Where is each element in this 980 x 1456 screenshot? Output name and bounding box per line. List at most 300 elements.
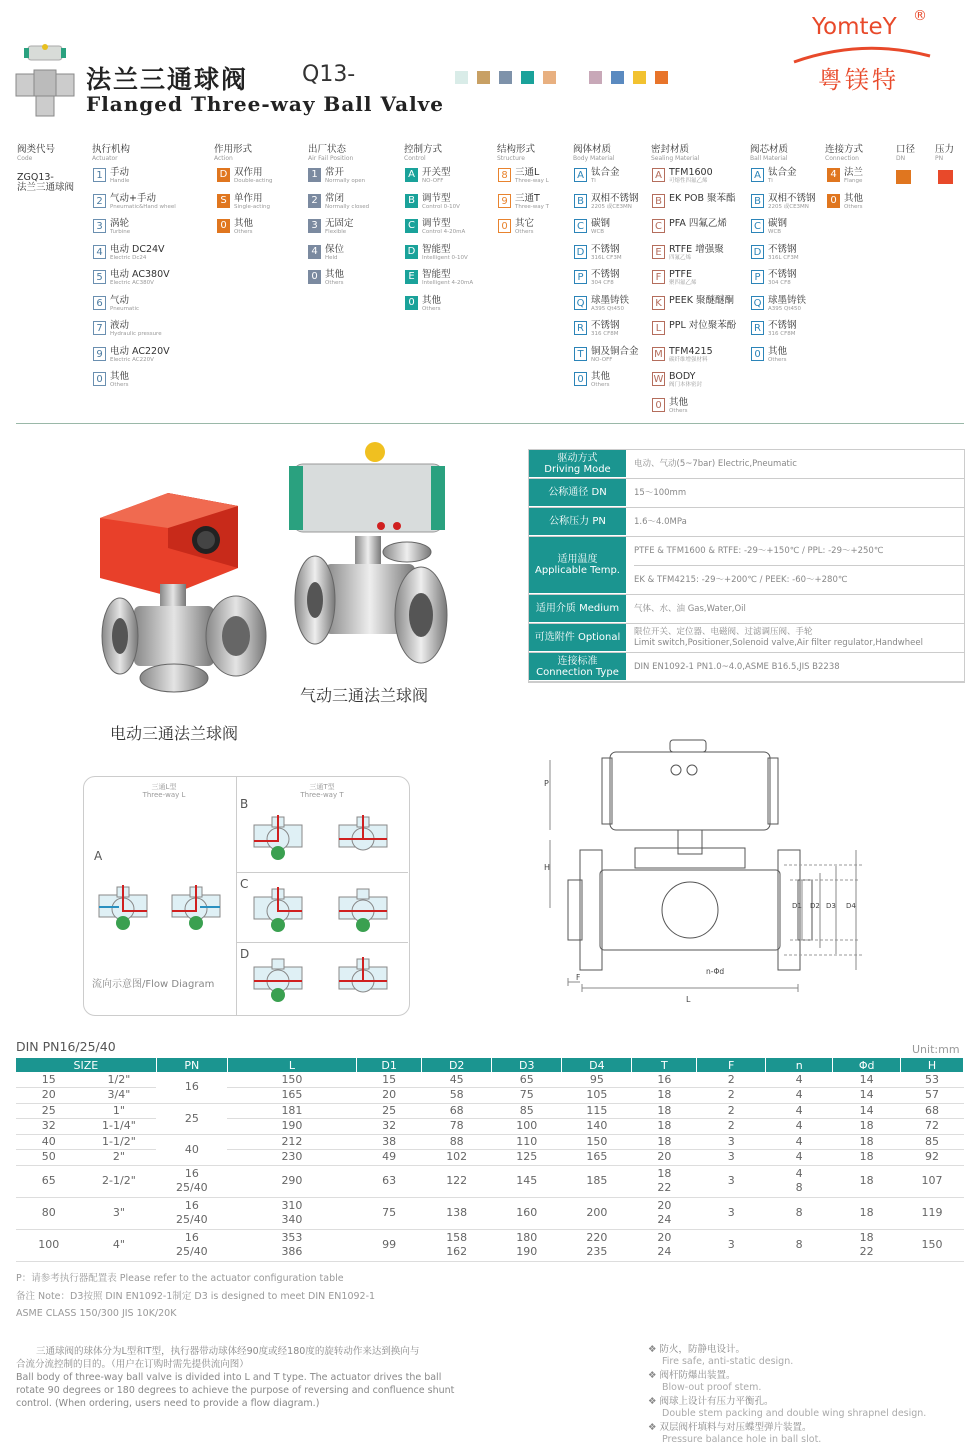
action-options [217, 168, 273, 245]
table-cell: 3 [697, 1165, 766, 1197]
code-letter: 3 [308, 219, 321, 233]
code-letter: B [652, 194, 665, 208]
spec-value: 电动、气动(5~7bar) Electric,Pneumatic [634, 458, 797, 469]
features-list [648, 1344, 968, 1448]
code-option: 1 常开 Normally open [308, 168, 369, 194]
dim-d4: D4 [846, 902, 856, 910]
color-swatch [589, 71, 602, 84]
table-cell: 3 [697, 1229, 766, 1261]
code-letter: R [574, 321, 587, 335]
control-options [405, 168, 473, 321]
code-letter: 4 [827, 168, 840, 182]
table-cell: 40 [16, 1134, 82, 1150]
table-cell: 65 [16, 1165, 82, 1197]
code-letter: Q [574, 296, 587, 310]
code-option: 4 保位 Held [308, 245, 369, 271]
dimension-table [16, 1058, 964, 1262]
code-letter: 0 [652, 398, 665, 412]
code-letter: 0 [93, 372, 106, 386]
table-cell: 2 [697, 1072, 766, 1088]
page-title-en: Flanged Three-way Ball Valve [86, 92, 445, 116]
table-cell: 220 235 [562, 1229, 632, 1261]
column-header: 阀体材质 Body Material [573, 144, 615, 162]
table-cell: 68 [901, 1103, 964, 1119]
code-option: E RTFE 增强聚 四氟乙烯 [652, 245, 736, 271]
table-cell: 50 [16, 1150, 82, 1166]
color-swatch [499, 71, 512, 84]
table-cell: 158 162 [422, 1229, 492, 1261]
code-letter: F [652, 270, 665, 284]
dim-p: P [544, 779, 549, 788]
code-option: M TFM4215 碳纤维增强材料 [652, 347, 736, 373]
code-letter: L [652, 321, 665, 335]
color-swatch [455, 71, 468, 84]
table-cell: 150 [562, 1134, 632, 1150]
column-header: 控制方式 Control [404, 144, 443, 162]
code-letter: A [751, 168, 764, 182]
code-option: C PFA 四氟乙烯 [652, 219, 736, 245]
code-letter: K [652, 296, 665, 310]
spec-key: 公称压力 PN [529, 508, 626, 536]
product-thumbnail [14, 44, 76, 120]
table-cell: 100 [16, 1229, 82, 1261]
table-cell: 4 [766, 1150, 833, 1166]
code-letter: 0 [827, 194, 840, 208]
code-letter: 9 [498, 194, 511, 208]
table-cell: 85 [901, 1134, 964, 1150]
feature-item: ❖ 阀杆防爆出装置。 Blow-out proof stem. [648, 1370, 762, 1393]
code-option: 9 电动 AC220V Electric AC220V [93, 347, 176, 373]
table-cell: 18 [833, 1150, 901, 1166]
code-option: L PPL 对位聚苯酚 [652, 321, 736, 347]
actuator-options [93, 168, 176, 398]
code-option: T 铜及铜合金 NO-OFF [574, 347, 639, 373]
table-cell: 102 [422, 1150, 492, 1166]
table-cell: 125 [492, 1150, 562, 1166]
table-cell: 190 [227, 1119, 356, 1135]
table-cell: 4 8 [766, 1165, 833, 1197]
flow-label-c: C [240, 877, 249, 891]
table-cell: 18 [833, 1165, 901, 1197]
table-cell: 181 [227, 1103, 356, 1119]
color-swatches [455, 71, 677, 84]
code-option: B 调节型 Control 0-10V [405, 194, 473, 220]
spec-key: 适用温度 Applicable Temp. [529, 537, 626, 594]
section-divider [16, 423, 964, 424]
flow-t-cn: 三通T型 [309, 783, 335, 791]
table-cell: 16 25/40 [156, 1229, 227, 1261]
flow-diagram-title: 流向示意图/Flow Diagram [92, 979, 215, 990]
table-header-row [16, 1058, 964, 1072]
feature-item: ❖ 双层阀杆填料与对压蝶型弹片装置。 Pressure balance hole in ball slot. [648, 1422, 822, 1445]
table-cell: 353 386 [227, 1229, 356, 1261]
code-letter: S [217, 194, 230, 208]
page-title-cn: 法兰三通球阀 [86, 65, 249, 94]
flow-l-en: Three-way L [142, 791, 186, 799]
code-option: A 开关型 NO-OFF [405, 168, 473, 194]
seal-material-options [652, 168, 736, 423]
table-cell: 212 [227, 1134, 356, 1150]
table-cell: 2 [697, 1103, 766, 1119]
code-letter: 0 [405, 296, 418, 310]
code-letter: D [574, 245, 587, 259]
color-swatch [655, 71, 668, 84]
table-header: D2 [422, 1058, 492, 1072]
table-cell: 185 [562, 1165, 632, 1197]
code-letter: Q [751, 296, 764, 310]
table-cell: 230 [227, 1150, 356, 1166]
table-cell: 16 [156, 1072, 227, 1103]
dim-l: L [686, 995, 691, 1004]
code-value: ZGQ13- 法兰三通球阀 [17, 172, 75, 193]
code-letter: A [652, 168, 665, 182]
code-letter: C [405, 219, 418, 233]
code-option: D 双作用 Double-acting [217, 168, 273, 194]
dim-d2: D2 [810, 902, 820, 910]
table-row [16, 1103, 964, 1119]
table-cell: 180 190 [492, 1229, 562, 1261]
code-letter: R [751, 321, 764, 335]
table-cell: 18 [833, 1134, 901, 1150]
model-prefix: Q13- [302, 62, 356, 87]
code-letter: 0 [498, 219, 511, 233]
dim-f: F [576, 973, 581, 982]
code-option: D 不锈钢 316L CF3M [751, 245, 816, 271]
code-letter: A [574, 168, 587, 182]
brand-logo-cn: 粤镁特 [818, 66, 899, 94]
code-option: D 不锈钢 316L CF3M [574, 245, 639, 271]
code-letter: 4 [308, 245, 321, 259]
table-cell: 18 [833, 1119, 901, 1135]
table-cell: 20 [357, 1088, 422, 1104]
flow-label-d: D [240, 947, 250, 961]
table-cell: 14 [833, 1072, 901, 1088]
table-row [16, 1165, 964, 1197]
table-standard: DIN PN16/25/40 [16, 1039, 116, 1054]
table-cell: 119 [901, 1197, 964, 1229]
table-cell: 65 [492, 1072, 562, 1088]
table-header: L [227, 1058, 356, 1072]
code-letter: B [751, 194, 764, 208]
code-option: 8 三通L Three-way L [498, 168, 549, 194]
column-header: 结构形式 Structure [497, 144, 536, 162]
table-cell: 38 [357, 1134, 422, 1150]
code-option: Q 球墨铸铁 A395 Qt450 [574, 296, 639, 322]
column-header: 出厂状态 Air Fail Position [308, 144, 354, 162]
code-option: 2 气动+手动 Pneumatic&Hand wheel [93, 194, 176, 220]
note-actuator: P：请参考执行器配置表 Please refer to the actuator configuration table [16, 1273, 344, 1284]
table-cell: 8 [766, 1197, 833, 1229]
code-option: R 不锈钢 316 CF8M [751, 321, 816, 347]
table-cell: 18 22 [833, 1229, 901, 1261]
code-option: 1 手动 Handle [93, 168, 176, 194]
brand-logo-en: YomteY [812, 14, 897, 40]
code-option: 0 其他 Others [574, 372, 639, 398]
code-option: 0 其他 Others [308, 270, 369, 296]
code-letter: 9 [93, 347, 106, 361]
code-letter: M [652, 347, 665, 361]
table-cell: 1/2" [82, 1072, 157, 1088]
table-cell: 145 [492, 1165, 562, 1197]
code-letter: E [652, 245, 665, 259]
table-cell: 8 [766, 1229, 833, 1261]
table-cell: 4 [766, 1134, 833, 1150]
spec-key: 适用介质 Medium [529, 595, 626, 623]
table-cell: 18 [833, 1197, 901, 1229]
pn-swatch [938, 170, 953, 184]
spec-row [529, 479, 964, 508]
table-header: PN [156, 1058, 227, 1072]
table-cell: 2 [697, 1088, 766, 1104]
table-cell: 310 340 [227, 1197, 356, 1229]
table-cell: 165 [562, 1150, 632, 1166]
code-letter: B [574, 194, 587, 208]
table-cell: 4 [766, 1088, 833, 1104]
table-cell: 45 [422, 1072, 492, 1088]
code-letter: D [217, 168, 230, 182]
flow-label-a: A [94, 849, 103, 863]
code-letter: W [653, 374, 664, 385]
code-letter: C [751, 219, 764, 233]
spec-value: PTFE & TFM1600 & RTFE: -29～+150℃ / PPL: -29～+250℃ EK & TFM4215: -29～+200℃ / PEEK: -60～+280℃ [626, 537, 964, 594]
table-cell: 85 [492, 1103, 562, 1119]
color-swatch [611, 71, 624, 84]
table-cell: 25 [156, 1103, 227, 1134]
table-cell: 75 [357, 1197, 422, 1229]
table-cell: 18 [632, 1088, 697, 1104]
code-option: 9 三通T Three-way T [498, 194, 549, 220]
spec-value: 气体、水、油 Gas,Water,Oil [634, 603, 746, 614]
table-cell: 88 [422, 1134, 492, 1150]
dim-d1: D1 [792, 902, 802, 910]
spec-value: 15～100mm [634, 487, 687, 498]
code-option: K PEEK 聚醚醚酮 [652, 296, 736, 322]
feature-item: ❖ 防火，防静电设计。 Fire safe, anti-static design. [648, 1344, 794, 1367]
column-header: 连接方式 Connection [825, 144, 864, 162]
code-letter: 3 [93, 219, 106, 233]
table-cell: 160 [492, 1197, 562, 1229]
table-cell: 3" [82, 1197, 157, 1229]
code-option: R 不锈钢 316 CF8M [574, 321, 639, 347]
table-cell: 32 [357, 1119, 422, 1135]
table-header: D3 [492, 1058, 562, 1072]
table-cell: 72 [901, 1119, 964, 1135]
spec-row [529, 508, 964, 537]
table-cell: 25 [357, 1103, 422, 1119]
table-cell: 3 [697, 1150, 766, 1166]
spec-row [529, 624, 964, 653]
code-letter: B [405, 194, 418, 208]
code-letter: 0 [751, 347, 764, 361]
code-option: A 钛合金 Ti [751, 168, 816, 194]
code-option: 4 法兰 Flange [827, 168, 863, 194]
table-cell: 16 [632, 1072, 697, 1088]
table-header: n [766, 1058, 833, 1072]
table-cell: 100 [492, 1119, 562, 1135]
spec-key: 可选附件 Optional [529, 624, 626, 652]
code-option: P 不锈钢 304 CF8 [751, 270, 816, 296]
table-cell: 110 [492, 1134, 562, 1150]
table-cell: 3 [697, 1197, 766, 1229]
description: 三通球阀的球体分为L型和T型，执行器带动球体经90度或经180度的旋转动作来达到换向与 合流分流控制的目的。（用户在订购时需先提供流向图） Ball body of three-way ball valve is divided into L and T type. The actuator drives the ball rotate 90 degrees or 180 degrees to achieve the purpose of reversing and confluence shunt control. (When ordering, users need to provide a flow diagram.) [16, 1346, 455, 1409]
table-cell: 1" [82, 1103, 157, 1119]
code-letter: P [574, 270, 587, 284]
caption-pneumatic: 气动三通法兰球阀 [300, 686, 429, 705]
table-cell: 200 [562, 1197, 632, 1229]
table-cell: 16 25/40 [156, 1197, 227, 1229]
body-material-options [574, 168, 639, 398]
table-cell: 3 [697, 1134, 766, 1150]
note-d3: 备注 Note：D3按照 DIN EN1092-1制定 D3 is designed to meet DIN EN1092-1 [16, 1291, 376, 1302]
code-letter: 6 [93, 296, 106, 310]
table-cell: 20 [16, 1088, 82, 1104]
code-option: 0 其他 Others [93, 372, 176, 398]
table-cell: 3/4" [82, 1088, 157, 1104]
table-cell: 1-1/2" [82, 1134, 157, 1150]
table-cell: 140 [562, 1119, 632, 1135]
table-cell: 40 [156, 1134, 227, 1165]
code-option: W BODY 阀门本体密封 [653, 371, 703, 388]
table-cell: 15 [16, 1072, 82, 1088]
code-option: 0 其他 Others [827, 194, 863, 220]
table-cell: 14 [833, 1103, 901, 1119]
table-cell: 15 [357, 1072, 422, 1088]
table-cell: 18 22 [632, 1165, 697, 1197]
code-letter: 7 [93, 321, 106, 335]
code-option: C 碳钢 WCB [574, 219, 639, 245]
code-option: F PTFE 聚四氟乙烯 [652, 270, 736, 296]
note-asme: ASME CLASS 150/300 JIS 10K/20K [16, 1308, 177, 1319]
column-header: 压力 PN [935, 144, 955, 162]
column-header: 执行机构 Actuator [92, 144, 131, 162]
table-cell: 4 [766, 1119, 833, 1135]
spec-value: 限位开关、定位器、电磁阀、过滤调压阀、手轮 Limit switch,Positioner,Solenoid valve,Air filter regulator,Handwheel [634, 627, 923, 648]
code-letter: C [652, 219, 665, 233]
dn-swatch [896, 170, 911, 184]
column-header: 作用形式 Action [214, 144, 253, 162]
table-cell: 107 [901, 1165, 964, 1197]
table-header: D4 [562, 1058, 632, 1072]
code-letter: A [405, 168, 418, 182]
table-cell: 122 [422, 1165, 492, 1197]
code-option: 2 常闭 Normally closed [308, 194, 369, 220]
flow-label-b: B [240, 797, 249, 811]
code-option: 0 其他 Others [405, 296, 473, 322]
color-swatch [633, 71, 646, 84]
column-header: 阀类代号 Code [17, 144, 56, 162]
spec-table [528, 449, 965, 683]
table-cell: 20 24 [632, 1197, 697, 1229]
code-option: A 钛合金 Ti [574, 168, 639, 194]
code-option: E 智能型 Intelligent 4-20mA [405, 270, 473, 296]
table-row [16, 1197, 964, 1229]
code-option: D 智能型 Intelligent 0-10V [405, 245, 473, 271]
spec-value: 1.6～4.0MPa [634, 516, 687, 527]
table-cell: 4 [766, 1103, 833, 1119]
flow-valve-sketches [84, 777, 411, 1017]
table-cell: 150 [227, 1072, 356, 1088]
code-letter: T [574, 347, 587, 361]
code-letter: E [405, 270, 418, 284]
code-option: 0 其他 Others [751, 347, 816, 373]
table-cell: 58 [422, 1088, 492, 1104]
color-swatch [477, 71, 490, 84]
code-letter: 0 [574, 372, 587, 386]
code-option: Q 球墨铸铁 A395 Qt450 [751, 296, 816, 322]
code-letter: 0 [308, 270, 321, 284]
column-header: 阀芯材质 Ball Material [750, 144, 789, 162]
table-cell: 20 24 [632, 1229, 697, 1261]
code-option: B EK POB 聚苯酯 [652, 194, 736, 220]
table-header: H [901, 1058, 964, 1072]
table-unit: Unit:mm [912, 1043, 960, 1056]
code-letter: 1 [93, 168, 106, 182]
code-option: 5 电动 AC380V Electric AC380V [93, 270, 176, 296]
dim-h: H [544, 863, 551, 872]
flow-t-en: Three-way T [300, 791, 344, 799]
color-swatch [543, 71, 556, 84]
table-cell: 92 [901, 1150, 964, 1166]
electric-valve-illustration [88, 488, 273, 703]
code-option: 3 无固定 Flexible [308, 219, 369, 245]
table-cell: 25 [16, 1103, 82, 1119]
color-swatch [521, 71, 534, 84]
caption-electric: 电动三通法兰球阀 [110, 724, 239, 743]
table-header: D1 [357, 1058, 422, 1072]
table-cell: 63 [357, 1165, 422, 1197]
ball-material-options [751, 168, 816, 372]
table-cell: 18 [632, 1119, 697, 1135]
flow-diagram-panel [83, 776, 410, 1016]
code-option: 0 其他 Others [652, 398, 736, 424]
table-row [16, 1134, 964, 1150]
pneumatic-valve-illustration [285, 440, 450, 675]
table-cell: 18 [632, 1103, 697, 1119]
connection-options [827, 168, 863, 219]
table-header: SIZE [16, 1058, 156, 1072]
table-header: T [632, 1058, 697, 1072]
table-cell: 14 [833, 1088, 901, 1104]
code-letter: C [574, 219, 587, 233]
table-cell: 68 [422, 1103, 492, 1119]
code-letter: 5 [93, 270, 106, 284]
code-option: 3 涡轮 Turbine [93, 219, 176, 245]
flow-l-cn: 三通L型 [151, 783, 177, 791]
table-cell: 18 [632, 1134, 697, 1150]
failpos-options [308, 168, 369, 296]
table-cell: 4" [82, 1229, 157, 1261]
spec-key: 连接标准 Connection Type [529, 653, 626, 681]
code-option: 4 电动 DC24V Electric Dc24 [93, 245, 176, 271]
code-letter: 4 [93, 245, 106, 259]
code-option: 0 其它 Others [498, 219, 549, 245]
dimension-drawing [540, 730, 870, 1010]
table-cell: 2 [697, 1119, 766, 1135]
code-letter: D [751, 245, 764, 259]
spec-row [529, 595, 964, 624]
code-option: 6 气动 Pneumatic [93, 296, 176, 322]
table-cell: 1-1/4" [82, 1119, 157, 1135]
table-row [16, 1072, 964, 1088]
table-cell: 16 25/40 [156, 1165, 227, 1197]
code-letter: 2 [93, 194, 106, 208]
column-header: 口径 DN [896, 144, 916, 162]
table-cell: 95 [562, 1072, 632, 1088]
brand-reg-mark: ® [913, 8, 927, 24]
spec-value: DIN EN1092-1 PN1.0~4.0,ASME B16.5,JIS B2238 [634, 661, 840, 672]
code-option: S 单作用 Single-acting [217, 194, 273, 220]
code-option: 0 其他 Others [217, 219, 273, 245]
